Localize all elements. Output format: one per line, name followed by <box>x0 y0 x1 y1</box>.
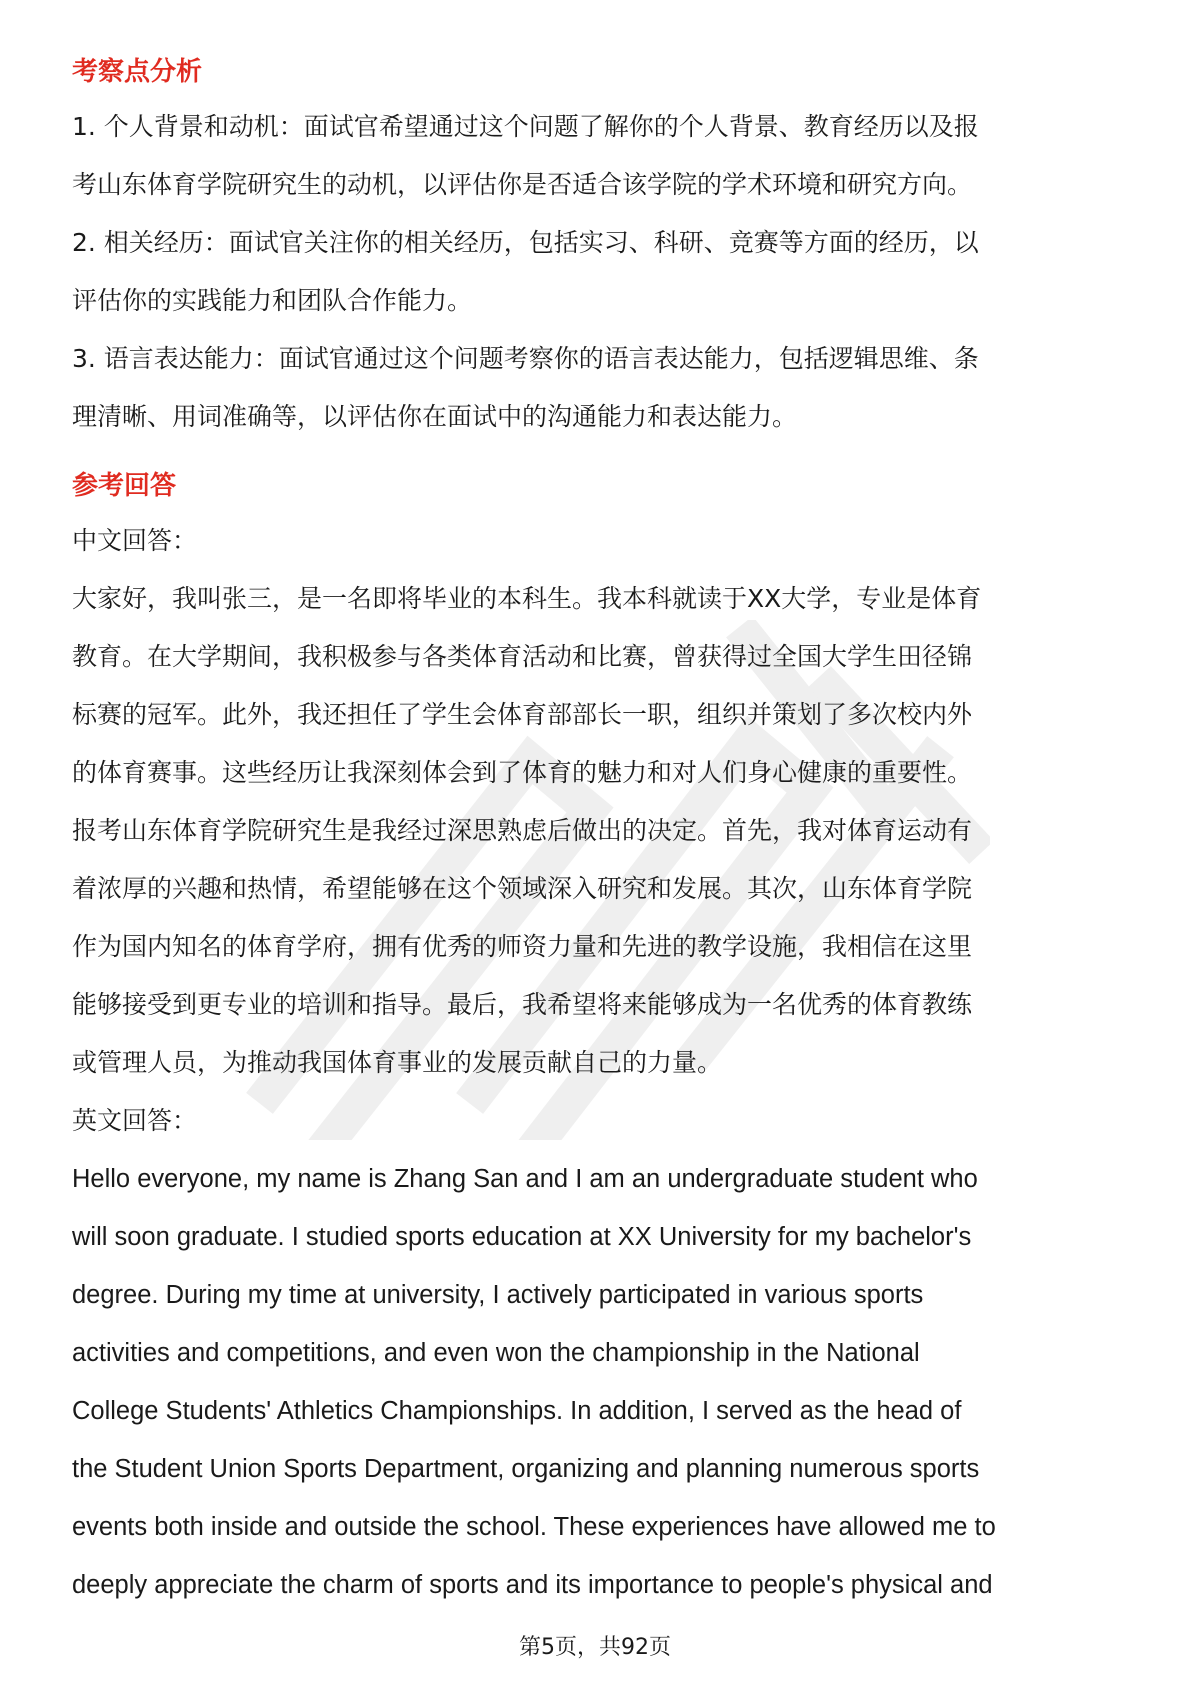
text-line: 或管理人员，为推动我国体育事业的发展贡献自己的力量。 <box>72 1048 723 1077</box>
document-page <box>72 46 1122 1614</box>
text-line: the Student Union Sports Department, organizing and planning numerous sports <box>72 1455 980 1483</box>
text-line: 的体育赛事。这些经历让我深刻体会到了体育的魅力和对人们身心健康的重要性。 <box>72 758 973 787</box>
text-line: 作为国内知名的体育学府，拥有优秀的师资力量和先进的教学设施，我相信在这里 <box>72 932 973 961</box>
text-line: will soon graduate. I studied sports education at XX University for my bachelor's <box>72 1223 972 1251</box>
text-line: deeply appreciate the charm of sports and its importance to people's physical and <box>72 1571 993 1599</box>
chinese-answer-label: 中文回答： <box>72 526 198 555</box>
english-answer-label: 英文回答： <box>72 1106 198 1135</box>
text-line: events both inside and outside the school. These experiences have allowed me to <box>72 1513 996 1541</box>
text-line: degree. During my time at university, I actively participated in various sports <box>72 1281 924 1309</box>
text-line: 1. 个人背景和动机：面试官希望通过这个问题了解你的个人背景、教育经历以及报 <box>72 112 979 141</box>
text-line: 3. 语言表达能力：面试官通过这个问题考察你的语言表达能力，包括逻辑思维、条 <box>72 344 979 373</box>
text-line: 考山东体育学院研究生的动机，以评估你是否适合该学院的学术环境和研究方向。 <box>72 170 973 199</box>
text-line: 报考山东体育学院研究生是我经过深思熟虑后做出的决定。首先，我对体育运动有 <box>72 816 973 845</box>
text-line: 教育。在大学期间，我积极参与各类体育活动和比赛，曾获得过全国大学生田径锦 <box>72 642 973 671</box>
section-title-reference-answer: 参考回答 <box>72 471 177 501</box>
text-line: College Students' Athletics Championships. In addition, I served as the head of <box>72 1397 962 1425</box>
text-line: activities and competitions, and even won the championship in the National <box>72 1339 920 1367</box>
text-line: 理清晰、用词准确等，以评估你在面试中的沟通能力和表达能力。 <box>72 402 798 431</box>
section-title-analysis: 考察点分析 <box>72 57 203 87</box>
text-line: 能够接受到更专业的培训和指导。最后，我希望将来能够成为一名优秀的体育教练 <box>72 990 973 1019</box>
page-indicator: 第5页，共92页 <box>519 1635 671 1660</box>
english-answer-paragraph <box>72 1150 1122 1614</box>
text-line: 2. 相关经历：面试官关注你的相关经历，包括实习、科研、竞赛等方面的经历，以 <box>72 228 979 257</box>
text-line: 标赛的冠军。此外，我还担任了学生会体育部部长一职，组织并策划了多次校内外 <box>72 700 973 729</box>
text-line: 评估你的实践能力和团队合作能力。 <box>72 286 473 315</box>
text-line: 着浓厚的兴趣和热情，希望能够在这个领域深入研究和发展。其次，山东体育学院 <box>72 874 973 903</box>
text-line: 大家好，我叫张三，是一名即将毕业的本科生。我本科就读于XX大学，专业是体育 <box>72 584 982 613</box>
analysis-paragraphs <box>72 98 1122 446</box>
text-line: Hello everyone, my name is Zhang San and I am an undergraduate student who <box>72 1165 978 1193</box>
chinese-answer-paragraph <box>72 570 1122 1092</box>
